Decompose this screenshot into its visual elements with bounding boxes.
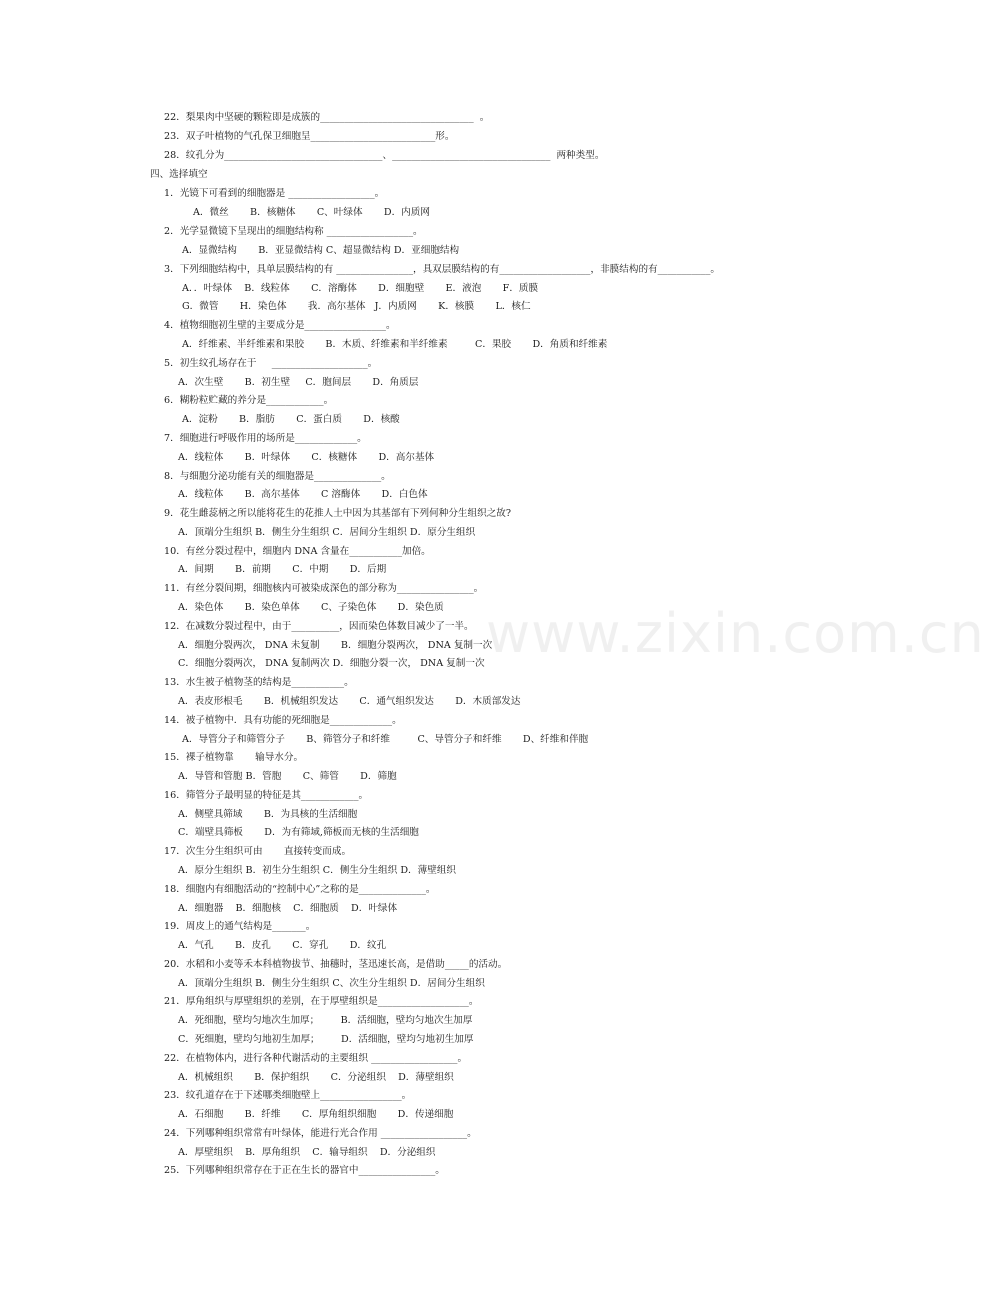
question-16: 16．筛管分子最明显的特征是其____________。 <box>164 790 369 801</box>
question-10: 10．有丝分裂过程中，细胞内 DNA 含量在___________加倍。 <box>164 546 431 557</box>
options-18: A．细胞器 B．细胞核 C．细胞质 D．叶绿体 <box>178 903 398 914</box>
section-heading: 四、选择填空 <box>150 169 208 180</box>
options-12b: C．细胞分裂两次， DNA 复制两次 D．细胞分裂一次， DNA 复制一次 <box>178 658 485 669</box>
question-2: 2．光学显微镜下呈现出的细胞结构称 __________________。 <box>164 226 423 237</box>
question-4: 4．植物细胞初生壁的主要成分是_________________。 <box>164 320 396 331</box>
question-12: 12．在减数分裂过程中，由于__________，因而染色体数目减少了一半。 <box>164 621 474 632</box>
question-3: 3．下列细胞结构中，具单层膜结构的有 ________________，具双层膜结构的有___________________，非膜结构的有___________。 <box>164 264 720 275</box>
question-7: 7．细胞进行呼吸作用的场所是_____________。 <box>164 433 367 444</box>
question-9: 9．花生雌蕊柄之所以能将花生的花推人土中因为其基部有下列何种分生组织之故? <box>164 508 512 519</box>
question-5: 5．初生纹孔场存在于 ____________________。 <box>164 358 378 369</box>
question-21: 21．厚角组织与厚壁组织的差别，在于厚壁组织是___________________。 <box>164 996 479 1007</box>
options-22: A．机械组织 B．保护组织 C．分泌组织 D．薄壁组织 <box>178 1072 454 1083</box>
watermark: www.zixin.com.cn <box>486 602 985 665</box>
question-20: 20．水稻和小麦等禾本科植物拔节、抽穗时，茎迅速长高，是借助_____的活动。 <box>164 959 508 970</box>
question-14: 14．被子植物中．具有功能的死细胞是_____________。 <box>164 715 402 726</box>
options-6: A．淀粉 B．脂肪 C．蛋白质 D．核酸 <box>182 414 400 425</box>
question-23-fill: 23．双子叶植物的气孔保卫细胞呈__________________________形。 <box>164 131 455 142</box>
options-3b: G．微管 H．染色体 我．高尔基体 J．内质网 K．核膜 L．核仁 <box>182 301 531 312</box>
options-23: A．石细胞 B．纤维 C．厚角组织细胞 D．传递细胞 <box>178 1109 454 1120</box>
options-17: A．原分生组织 B．初生分生组织 C．侧生分生组织 D．薄壁组织 <box>178 865 457 876</box>
question-13: 13．水生被子植物茎的结构是___________。 <box>164 677 354 688</box>
options-20: A．顶端分生组织 B．侧生分生组织 C、次生分生组织 D．居间分生组织 <box>178 978 485 989</box>
question-15: 15．裸子植物靠 输导水分。 <box>164 752 304 763</box>
options-21b: C．死细胞，壁均匀地初生加厚； D．活细胞，壁均匀地初生加厚 <box>178 1034 474 1045</box>
options-13: A．表皮形根毛 B．机械组织发达 C．通气组织发达 D．木质部发达 <box>178 696 521 707</box>
options-15: A．导管和管胞 B．管胞 C、筛管 D．筛胞 <box>178 771 397 782</box>
question-23: 23．纹孔道存在于下述哪类细胞壁上_________________。 <box>164 1090 412 1101</box>
question-1: 1．光镜下可看到的细胞器是 __________________。 <box>164 188 385 199</box>
options-4: A．纤维素、半纤维素和果胶 B．木质、纤维素和半纤维素 C．果胶 D．角质和纤维素 <box>182 339 608 350</box>
options-9: A．顶端分生组织 B．侧生分生组织 C．居间分生组织 D．原分生组织 <box>178 527 476 538</box>
question-19: 19．周皮上的通气结构是_______。 <box>164 921 316 932</box>
options-8: A．线粒体 B．高尔基体 C 溶酶体 D．白色体 <box>178 489 428 500</box>
question-17: 17．次生分生组织可由 直接转变而成。 <box>164 846 352 857</box>
options-1: A．微丝 B．核糖体 C、叶绿体 D．内质网 <box>193 207 430 218</box>
question-22-fill: 22．梨果肉中坚硬的颗粒即是成簇的________________________________ 。 <box>164 112 490 123</box>
options-5: A．次生壁 B．初生壁 C．胞间层 D．角质层 <box>178 377 419 388</box>
options-10: A．间期 B．前期 C．中期 D．后期 <box>178 564 387 575</box>
options-12a: A．细胞分裂两次， DNA 未复制 B．细胞分裂两次， DNA 复制一次 <box>178 640 493 651</box>
options-21a: A．死细胞，壁均匀地次生加厚； B．活细胞，壁均匀地次生加厚 <box>178 1015 473 1026</box>
options-19: A．气孔 B．皮孔 C．穿孔 D．纹孔 <box>178 940 387 951</box>
question-8: 8．与细胞分泌功能有关的细胞器是______________。 <box>164 471 391 482</box>
question-11: 11．有丝分裂间期，细胞核内可被染成深色的部分称为________________。 <box>164 583 484 594</box>
question-25: 25．下列哪种组织常存在于正在生长的器官中________________。 <box>164 1165 445 1176</box>
question-28-fill: 28．纹孔分为_________________________________、_________________________________ 两种类型。 <box>164 150 605 161</box>
options-16b: C．端壁具筛板 D．为有筛域,筛板而无核的生活细胞 <box>178 827 419 838</box>
question-22: 22．在植物体内，进行各种代谢活动的主要组织 __________________。 <box>164 1053 468 1064</box>
question-18: 18．细胞内有细胞活动的“控制中心”之称的是______________。 <box>164 884 436 895</box>
options-24: A．厚壁组织 B．厚角组织 C．输导组织 D．分泌组织 <box>178 1147 436 1158</box>
question-24: 24．下列哪种组织常常有叶绿体，能进行光合作用 __________________。 <box>164 1128 477 1139</box>
options-16a: A．侧壁具筛域 B．为具核的生活细胞 <box>178 809 358 820</box>
options-7: A．线粒体 B．叶绿体 C．核糖体 D．高尔基体 <box>178 452 435 463</box>
options-2: A．显微结构 B．亚显微结构 C、超显微结构 D．亚细胞结构 <box>182 245 460 256</box>
options-11: A．染色体 B．染色单体 C、子染色体 D．染色质 <box>178 602 444 613</box>
options-14: A．导管分子和筛管分子 B、筛管分子和纤维 C、导管分子和纤维 D、纤维和伴胞 <box>182 734 589 745</box>
question-6: 6．糊粉粒贮藏的养分是____________。 <box>164 395 334 406</box>
options-3a: A．．叶绿体 B．线粒体 C．溶酶体 D．细胞壁 E．液泡 F．质膜 <box>182 283 539 294</box>
